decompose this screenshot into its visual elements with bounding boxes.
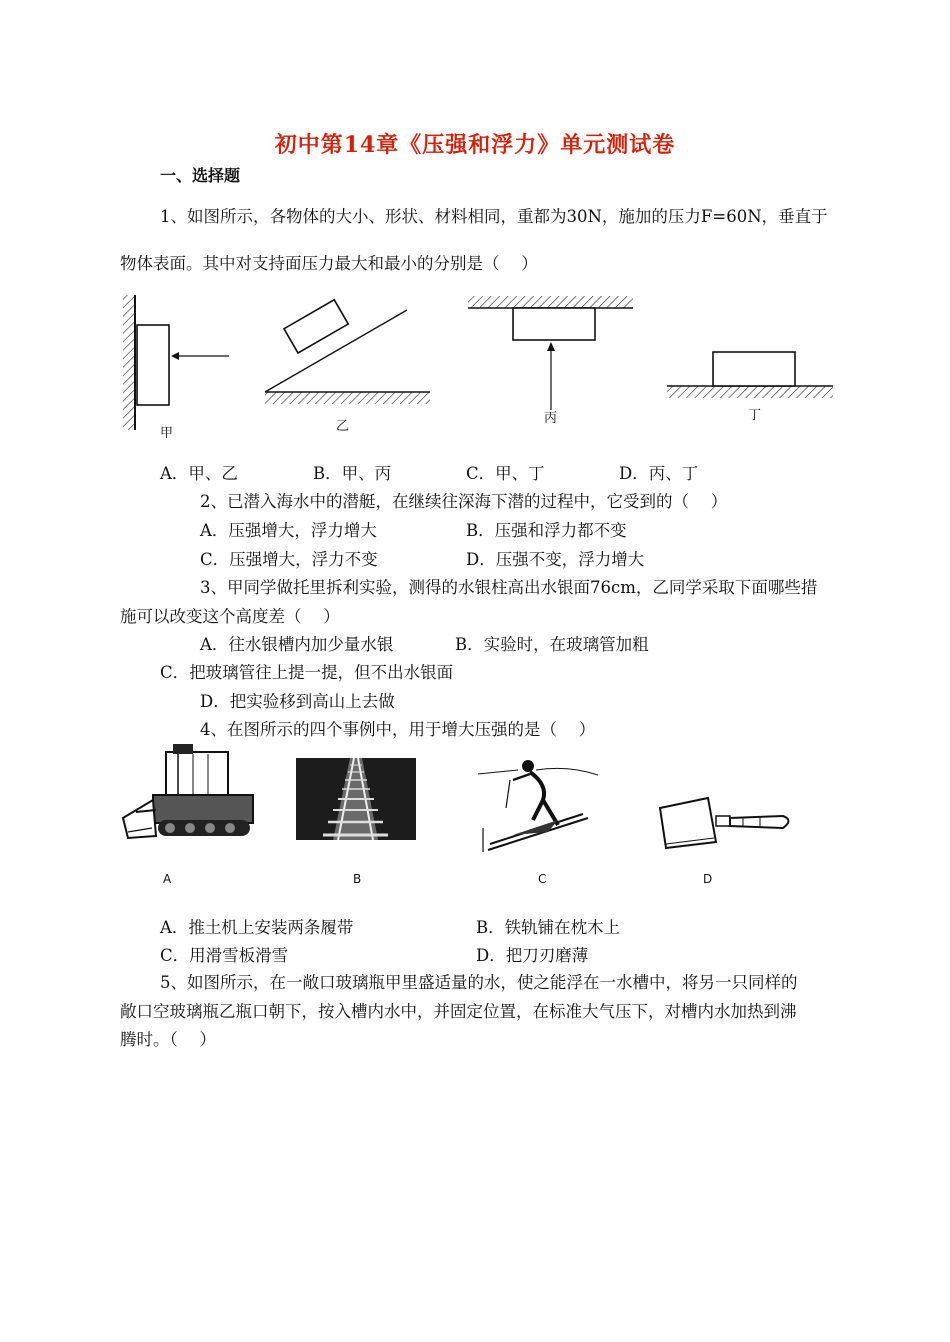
skier-image	[478, 760, 598, 852]
q2-option-a: A．压强增大，浮力增大	[200, 521, 377, 540]
q3-option-c: C．把玻璃管往上提一提，但不出水银面	[160, 663, 454, 682]
q1-line1: 1、如图所示，各物体的大小、形状、材料相同，重都为30N，施加的压力F=60N，垂直于	[160, 207, 828, 226]
q4-stem: 4、在图所示的四个事例中，用于增大压强的是（ ）	[200, 720, 596, 739]
fig-label-d: D	[703, 872, 713, 886]
q3-option-b: B．实验时，在玻璃管加粗	[455, 635, 649, 654]
q5-line2: 敞口空玻璃瓶乙瓶口朝下，按入槽内水中，并固定位置，在标准大气压下，对槽内水加热到沸	[120, 1002, 797, 1021]
q2-stem: 2、已潜入海水中的潜艇，在继续往深海下潜的过程中，它受到的（ ）	[200, 492, 728, 511]
fig-label-b: B	[353, 872, 362, 886]
page-title: 初中第14章《压强和浮力》单元测试卷	[274, 132, 676, 158]
q1-line2: 物体表面。其中对支持面压力最大和最小的分别是（ ）	[120, 254, 538, 273]
q1-option-c: C．甲、丁	[466, 464, 545, 483]
q4-option-d: D．把刀刃磨薄	[476, 946, 589, 965]
fig-label-yi: 乙	[336, 419, 350, 434]
fig-label-bing: 丙	[544, 411, 558, 426]
q1-option-b: B．甲、丙	[313, 464, 392, 483]
railway-image	[296, 758, 416, 840]
q4-option-a: A．推土机上安装两条履带	[160, 918, 354, 937]
q3-option-d: D．把实验移到高山上去做	[200, 692, 395, 711]
section-heading: 一、选择题	[160, 166, 241, 185]
fig-ding	[667, 352, 833, 398]
fig-label-jia: 甲	[160, 426, 174, 441]
fig-label-c: C	[538, 872, 547, 886]
knife-image	[660, 798, 789, 848]
q5-line1: 5、如图所示，在一敞口玻璃瓶甲里盛适量的水，使之能浮在一水槽中，将另一只同样的	[160, 973, 798, 992]
q4-option-b: B．铁轨铺在枕木上	[476, 918, 621, 937]
q1-option-d: D．丙、丁	[619, 464, 699, 483]
q1-option-a: A．甲、乙	[160, 464, 238, 483]
q3-line2: 施可以改变这个高度差（ ）	[120, 607, 340, 626]
q1-figure	[115, 290, 845, 440]
fig-label-ding: 丁	[748, 408, 762, 423]
q3-option-a: A．往水银槽内加少量水银	[200, 635, 394, 654]
q3-line1: 3、甲同学做托里拆利实验，测得的水银柱高出水银面76cm，乙同学采取下面哪些措	[200, 578, 818, 597]
q4-option-c: C．用滑雪板滑雪	[160, 946, 289, 965]
q2-option-b: B．压强和浮力都不变	[466, 521, 627, 540]
fig-bing	[468, 296, 633, 410]
q2-option-d: D．压强不变，浮力增大	[466, 550, 645, 569]
fig-jia	[123, 295, 229, 430]
bulldozer-image	[123, 744, 253, 838]
q2-option-c: C．压强增大，浮力不变	[200, 550, 378, 569]
fig-label-a: A	[163, 872, 172, 886]
q4-figure	[118, 740, 818, 865]
q5-line3: 腾时。（ ）	[120, 1030, 216, 1049]
fig-yi	[265, 300, 430, 404]
